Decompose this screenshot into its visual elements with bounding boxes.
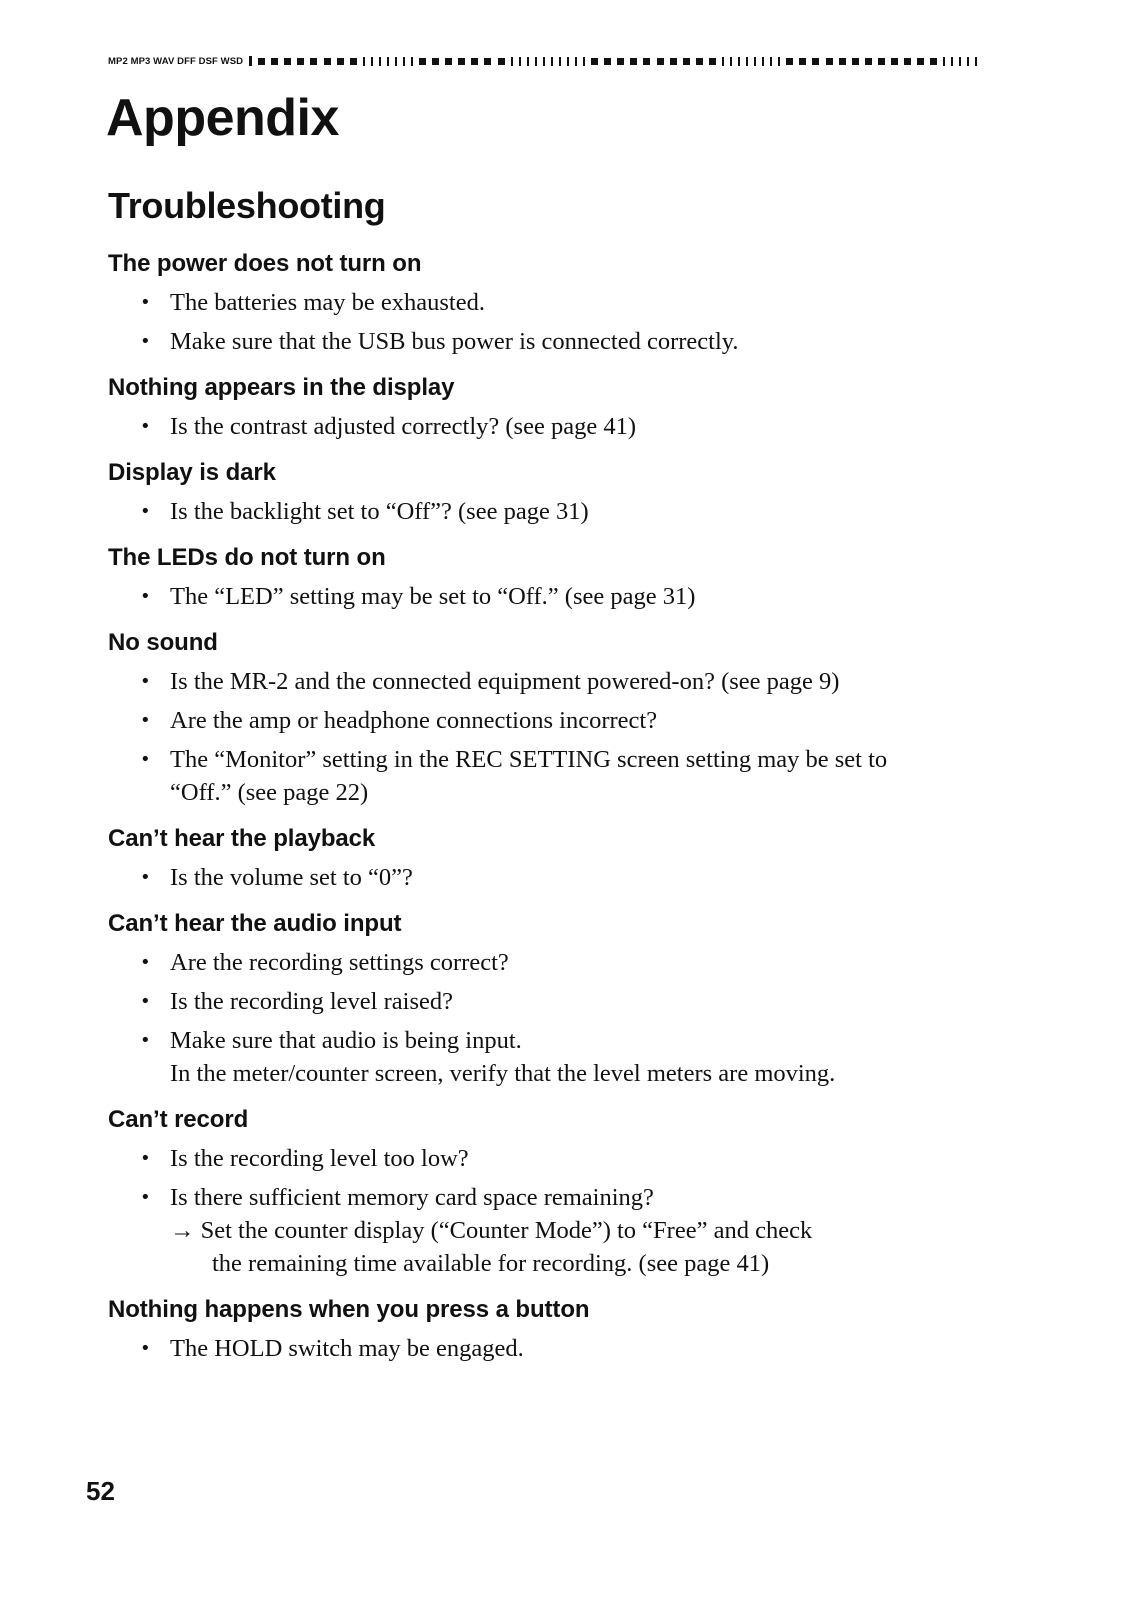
header-mark xyxy=(762,57,764,66)
header-mark xyxy=(754,57,756,66)
header-mark xyxy=(419,58,426,65)
header-mark xyxy=(458,58,465,65)
header-mark xyxy=(249,56,252,66)
header-mark xyxy=(799,58,806,65)
bullet-list xyxy=(108,286,988,358)
header-mark xyxy=(746,57,748,66)
topic-heading: The power does not turn on xyxy=(108,250,422,277)
header-mark xyxy=(591,58,598,65)
section-title: Troubleshooting xyxy=(108,185,386,226)
bullet-list xyxy=(108,410,988,443)
bullet-continuation: In the meter/counter screen, verify that the level meters are moving. xyxy=(170,1060,836,1087)
header-mark xyxy=(583,57,585,66)
list-item: • The “Monitor” setting in the REC SETTING screen setting may be set to “Off.” (see page 22) xyxy=(108,743,988,809)
header-mark xyxy=(310,58,317,65)
header-decorative-marks xyxy=(249,56,978,66)
header-mark xyxy=(786,58,793,65)
header-mark xyxy=(812,58,819,65)
bullet-list xyxy=(108,1332,988,1365)
header-mark xyxy=(350,58,357,65)
bullet-list xyxy=(108,665,988,809)
header-mark xyxy=(917,58,924,65)
header-mark xyxy=(511,57,513,66)
list-item: • The “LED” setting may be set to “Off.” (see page 31) xyxy=(108,580,988,613)
header-mark xyxy=(471,58,478,65)
header-mark xyxy=(551,57,553,66)
topic-heading: Nothing appears in the display xyxy=(108,374,455,401)
bullet-list xyxy=(108,580,988,613)
bullet-list xyxy=(108,495,988,528)
header-mark xyxy=(567,57,569,66)
header-mark xyxy=(630,58,637,65)
header-mark xyxy=(722,57,724,66)
bullet-text: • Make sure that audio is being input. xyxy=(170,1027,522,1054)
header-mark xyxy=(930,58,937,65)
arrow-note-continuation: the remaining time available for recording. (see page 41) xyxy=(212,1250,770,1277)
running-header xyxy=(108,54,978,68)
header-mark xyxy=(852,58,859,65)
list-item: • Is the volume set to “0”? xyxy=(108,861,988,894)
topic-heading: Can’t record xyxy=(108,1106,249,1133)
header-mark xyxy=(604,58,611,65)
header-mark xyxy=(432,58,439,65)
header-mark xyxy=(643,58,650,65)
header-mark xyxy=(324,58,331,65)
topic-heading: Display is dark xyxy=(108,459,276,486)
header-mark xyxy=(670,58,677,65)
header-mark xyxy=(411,57,413,66)
list-item: • Are the recording settings correct? xyxy=(108,946,988,979)
header-mark xyxy=(878,58,885,65)
header-mark xyxy=(543,57,545,66)
topic-cant-record xyxy=(108,1106,988,1280)
bullet-list xyxy=(108,946,988,1090)
page-number: 52 xyxy=(86,1476,115,1506)
header-mark xyxy=(484,58,491,65)
bullet-list xyxy=(108,861,988,894)
list-item xyxy=(108,1181,988,1280)
topic-display-dark xyxy=(108,459,988,528)
header-mark xyxy=(865,58,872,65)
header-mark xyxy=(770,57,772,66)
list-item: • Is the recording level too low? xyxy=(108,1142,988,1175)
list-item: • Are the amp or headphone connections incorrect? xyxy=(108,704,988,737)
topic-display xyxy=(108,374,988,443)
list-item: • Is the MR-2 and the connected equipment powered-on? (see page 9) xyxy=(108,665,988,698)
header-mark xyxy=(730,57,732,66)
header-mark xyxy=(709,58,716,65)
header-mark xyxy=(379,57,381,66)
header-mark xyxy=(617,58,624,65)
header-mark xyxy=(337,58,344,65)
header-mark xyxy=(738,57,740,66)
arrow-right-icon: → xyxy=(170,1217,195,1244)
header-mark xyxy=(839,58,846,65)
list-item: • Make sure that the USB bus power is connected correctly. xyxy=(108,325,988,358)
arrow-note-text: Set the counter display (“Counter Mode”) to “Free” and check xyxy=(200,1217,813,1244)
header-mark xyxy=(967,57,969,66)
list-item: • The batteries may be exhausted. xyxy=(108,286,988,319)
topic-heading: Can’t hear the playback xyxy=(108,825,376,852)
topic-button xyxy=(108,1296,988,1365)
topic-heading: The LEDs do not turn on xyxy=(108,544,386,571)
header-mark xyxy=(959,57,961,66)
header-mark xyxy=(284,58,291,65)
header-mark xyxy=(975,57,977,66)
topic-audio-input xyxy=(108,910,988,1090)
list-item: • Is the contrast adjusted correctly? (see page 41) xyxy=(108,410,988,443)
topic-heading: Nothing happens when you press a button xyxy=(108,1296,590,1323)
header-mark xyxy=(527,57,529,66)
list-item: • Is the recording level raised? xyxy=(108,985,988,1018)
arrow-note xyxy=(170,1214,988,1247)
header-mark xyxy=(258,58,265,65)
header-mark xyxy=(891,58,898,65)
topic-power xyxy=(108,250,988,358)
header-mark xyxy=(297,58,304,65)
page-title: Appendix xyxy=(106,89,339,147)
header-mark xyxy=(657,58,664,65)
header-mark xyxy=(575,57,577,66)
header-mark xyxy=(951,57,953,66)
troubleshooting-content xyxy=(108,250,988,1371)
header-mark xyxy=(559,57,561,66)
header-mark xyxy=(363,57,365,66)
topic-playback xyxy=(108,825,988,894)
header-mark xyxy=(445,58,452,65)
header-mark xyxy=(535,57,537,66)
header-mark xyxy=(387,57,389,66)
list-item: • Is the backlight set to “Off”? (see page 31) xyxy=(108,495,988,528)
topic-heading: Can’t hear the audio input xyxy=(108,910,402,937)
header-mark xyxy=(683,58,690,65)
list-item: • The HOLD switch may be engaged. xyxy=(108,1332,988,1365)
header-mark xyxy=(403,57,405,66)
topic-heading: No sound xyxy=(108,629,218,656)
bullet-list xyxy=(108,1142,988,1280)
header-mark xyxy=(943,57,945,66)
header-mark xyxy=(778,57,780,66)
header-mark xyxy=(519,57,521,66)
topic-leds xyxy=(108,544,988,613)
format-tag: MP2 MP3 WAV DFF DSF WSD xyxy=(108,55,244,67)
header-mark xyxy=(904,58,911,65)
header-mark xyxy=(371,57,373,66)
header-mark xyxy=(498,58,505,65)
header-mark xyxy=(696,58,703,65)
topic-no-sound xyxy=(108,629,988,809)
list-item xyxy=(108,1024,988,1090)
header-mark xyxy=(826,58,833,65)
bullet-text: • Is there sufficient memory card space remaining? xyxy=(170,1184,654,1211)
header-mark xyxy=(271,58,278,65)
header-mark xyxy=(395,57,397,66)
